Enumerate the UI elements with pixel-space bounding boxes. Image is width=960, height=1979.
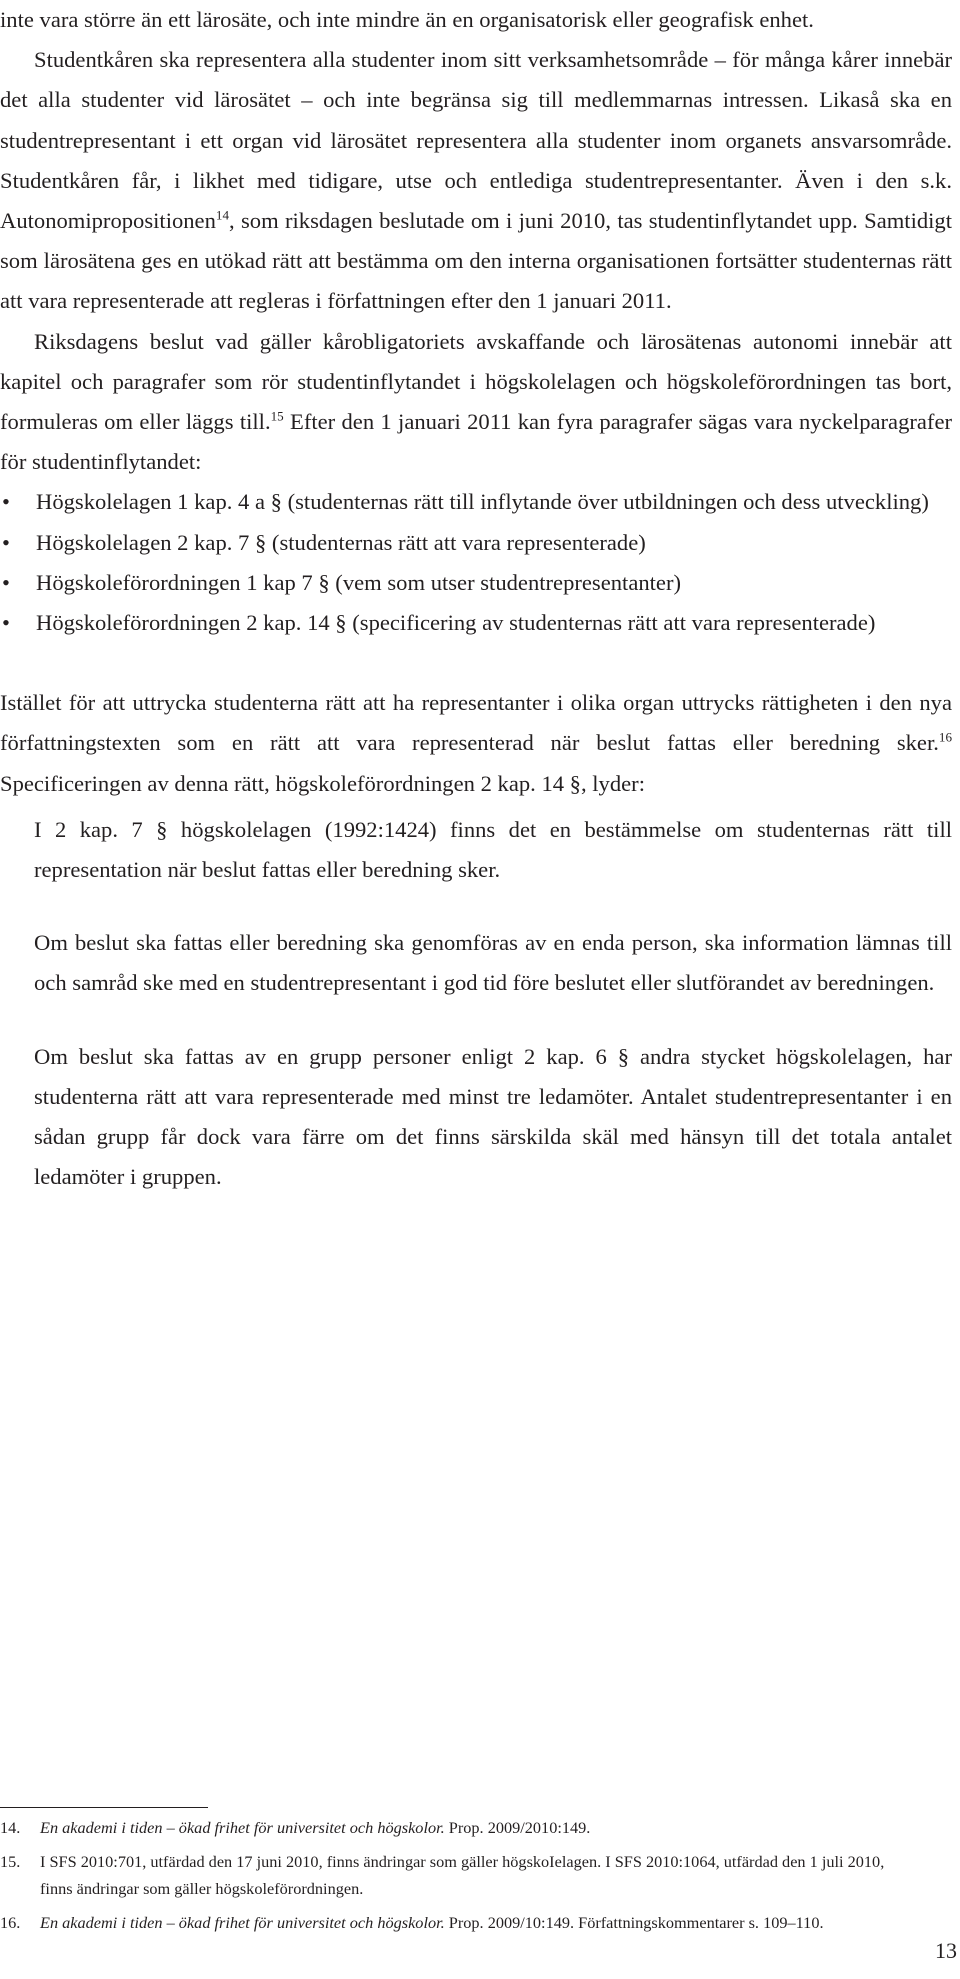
paragraph-student-union <box>0 40 952 321</box>
footnote-title: En akademi i tiden – ökad frihet för universitet och högskolor. <box>40 1818 445 1837</box>
paragraph-text: Specificeringen av denna rätt, högskoleförordningen 2 kap. 14 §, lyder: <box>0 770 645 796</box>
footnote-text: Prop. 2009/10:149. Författningskommentarer s. 109–110. <box>444 1913 824 1932</box>
footnote-15 <box>0 1848 905 1902</box>
footnote-ref-16[interactable]: 16 <box>938 729 952 745</box>
footnote-divider <box>0 1807 208 1808</box>
footnote-title: En akademi i tiden – ökad frihet för universitet och högskolor. <box>40 1913 445 1932</box>
footnote-number: 16. <box>0 1913 21 1932</box>
quote-paragraph: Om beslut ska fattas av en grupp personer enligt 2 kap. 6 § andra stycket högskolelagen, har studenterna rätt att vara representerade med minst tre ledamöter. Antalet studentrepresentanter i en sådan grupp får dock vara färre om det finns särskilda skäl med hänsyn till det totala antalet ledamöter i gruppen. <box>34 1043 952 1190</box>
key-paragraphs-list <box>0 482 952 643</box>
paragraph-text: Istället för att uttrycka studenterna rätt att ha representanter i olika organ uttrycks rättigheten i den nya författningstexten som en rätt att vara representerad när beslut fattas eller beredning sker. <box>0 690 952 756</box>
footnote-14 <box>0 1814 905 1841</box>
paragraph-parliament-decision <box>0 322 952 483</box>
quote-paragraph: Om beslut ska fattas eller beredning ska genomföras av en enda person, ska information lämnas till och samråd ske med en studentrepresentant i god tid före beslutet eller slutförandet av beredningen. <box>34 930 952 996</box>
list-item: • Högskoleförordningen 1 kap 7 § (vem som utser studentrepresentanter) <box>36 563 952 603</box>
list-item: • Högskolelagen 1 kap. 4 a § (studenternas rätt till inflytande över utbildningen och dess utveckling) <box>36 482 952 522</box>
list-item: • Högskoleförordningen 2 kap. 14 § (specificering av studenternas rätt att vara representerade) <box>36 603 952 643</box>
page-number: 13 <box>935 1938 957 1963</box>
paragraph-text: Studentkåren ska representera alla studenter inom sitt verksamhetsområde – för många kårer innebär det alla studenter vid lärosätet – och inte begränsa sig till medlemmarnas intressen. Likaså ska en studentrepresentant i ett organ vid lärosätet representera alla studenter inom organets ansvarsområde. Studentkåren får, i likhet med tidigare, utse och entlediga studentrepresentanter. Även i den s.k. Autonomipropositionen <box>0 47 952 234</box>
quote-paragraph: I 2 kap. 7 § högskolelagen (1992:1424) finns det en bestämmelse om studenternas rätt till representation när beslut fattas eller beredning sker. <box>34 816 952 883</box>
footnote-text: I SFS 2010:701, utfärdad den 17 juni 2010, finns ändringar som gäller högskoIelagen. I SFS 2010:1064, utfärdad den 1 juli 2010, finns ändringar som gäller högskoleförordningen. <box>40 1852 885 1898</box>
footnotes <box>0 1814 905 1943</box>
footnote-number: 15. <box>0 1852 21 1871</box>
footnote-text: Prop. 2009/2010:149. <box>444 1818 591 1837</box>
paragraph-text: , som riksdagen beslutade om i juni 2010, tas studentinflytandet upp. Samtidigt som lärosätena ges en utökad rätt att bestämma om den interna organisationen fortsätter studenternas rätt att vara representerade att regleras i författningen efter den 1 januari 2011. <box>0 208 952 314</box>
footnote-16 <box>0 1909 905 1936</box>
footnote-number: 14. <box>0 1818 21 1837</box>
paragraph-new-wording <box>0 683 952 804</box>
footnote-ref-15[interactable]: 15 <box>270 408 284 424</box>
paragraph-text: Efter den 1 januari 2011 kan fyra paragrafer sägas vara nyckelparagrafer för studentinflytandet: <box>0 409 952 475</box>
paragraph-continuation: inte vara större än ett lärosäte, och inte mindre än en organisatorisk eller geografisk enhet. <box>0 7 814 32</box>
footnote-ref-14[interactable]: 14 <box>215 207 229 223</box>
list-item: • Högskolelagen 2 kap. 7 § (studenternas rätt att vara representerade) <box>36 523 952 563</box>
paragraph-text: Riksdagens beslut vad gäller kårobligatoriets avskaffande och lärosätenas autonomi innebär att kapitel och paragrafer som rör studentinflytandet i högskolelagen och högskoleförordningen tas bort, formuleras om eller läggs till. <box>0 328 952 435</box>
